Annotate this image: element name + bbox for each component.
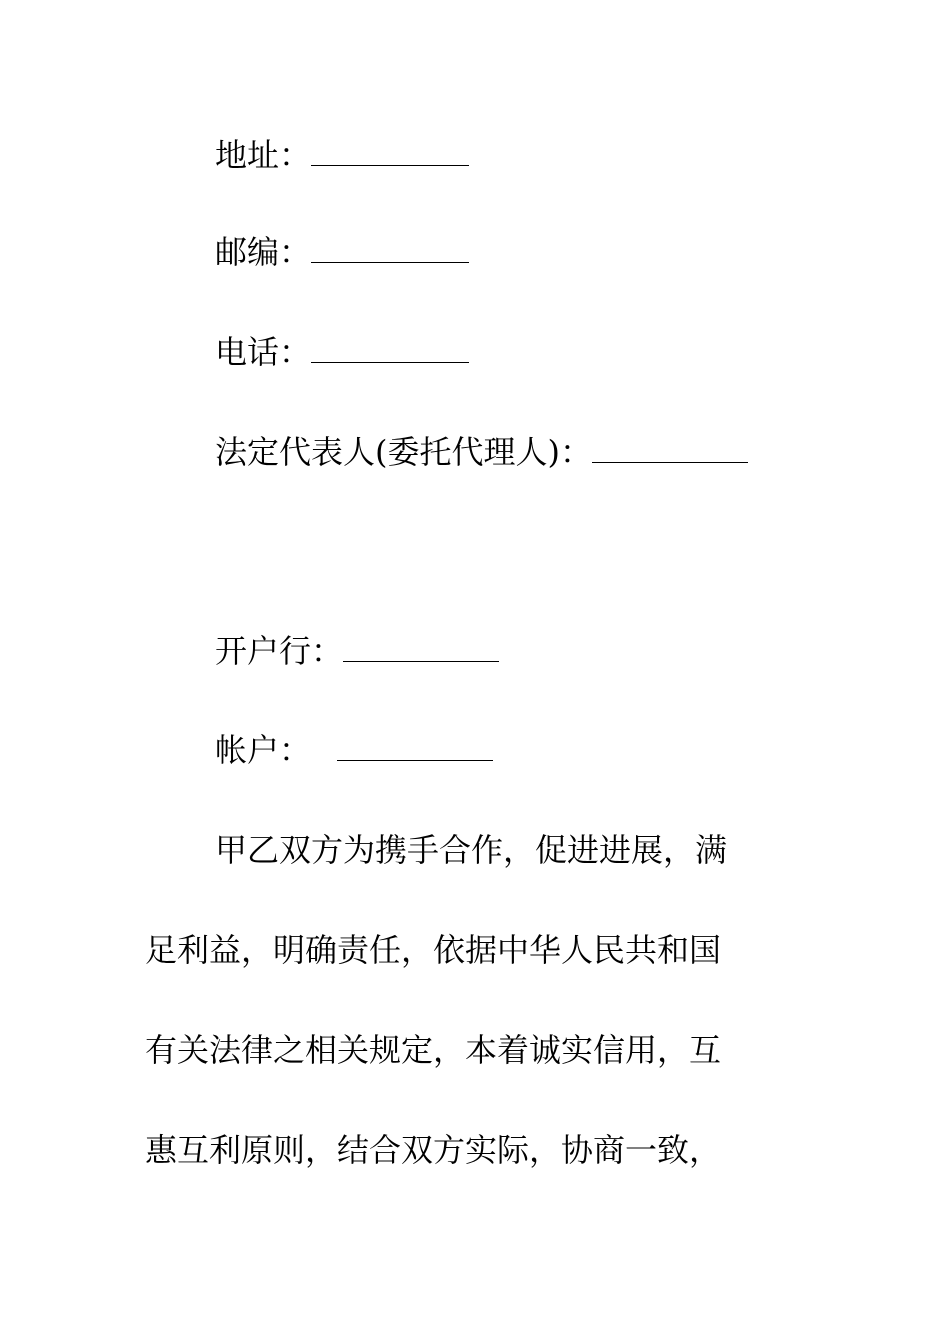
postcode-label: 邮编： xyxy=(215,233,312,271)
paragraph-line-1: 甲乙双方为携手合作，促进进展，满 xyxy=(215,831,728,869)
address-blank xyxy=(311,135,469,166)
representative-line xyxy=(215,432,748,472)
account-label: 帐户： xyxy=(215,731,312,769)
account-line xyxy=(215,730,493,770)
account-blank xyxy=(337,730,493,761)
bank-line xyxy=(215,631,499,671)
bank-blank xyxy=(343,631,499,662)
phone-label: 电话： xyxy=(215,333,312,371)
paragraph-line-3: 有关法律之相关规定，本着诚实信用，互 xyxy=(145,1031,722,1069)
representative-blank xyxy=(592,432,748,463)
address-line xyxy=(215,135,469,175)
representative-label: 法定代表人(委托代理人)： xyxy=(215,433,592,471)
bank-label: 开户行： xyxy=(215,632,344,670)
paragraph-line-4: 惠互利原则，结合双方实际，协商一致， xyxy=(145,1131,722,1169)
postcode-line xyxy=(215,232,469,272)
phone-line xyxy=(215,332,469,372)
paragraph-line-2: 足利益，明确责任，依据中华人民共和国 xyxy=(145,931,722,969)
address-label: 地址： xyxy=(215,136,312,174)
phone-blank xyxy=(311,332,469,363)
postcode-blank xyxy=(311,232,469,263)
